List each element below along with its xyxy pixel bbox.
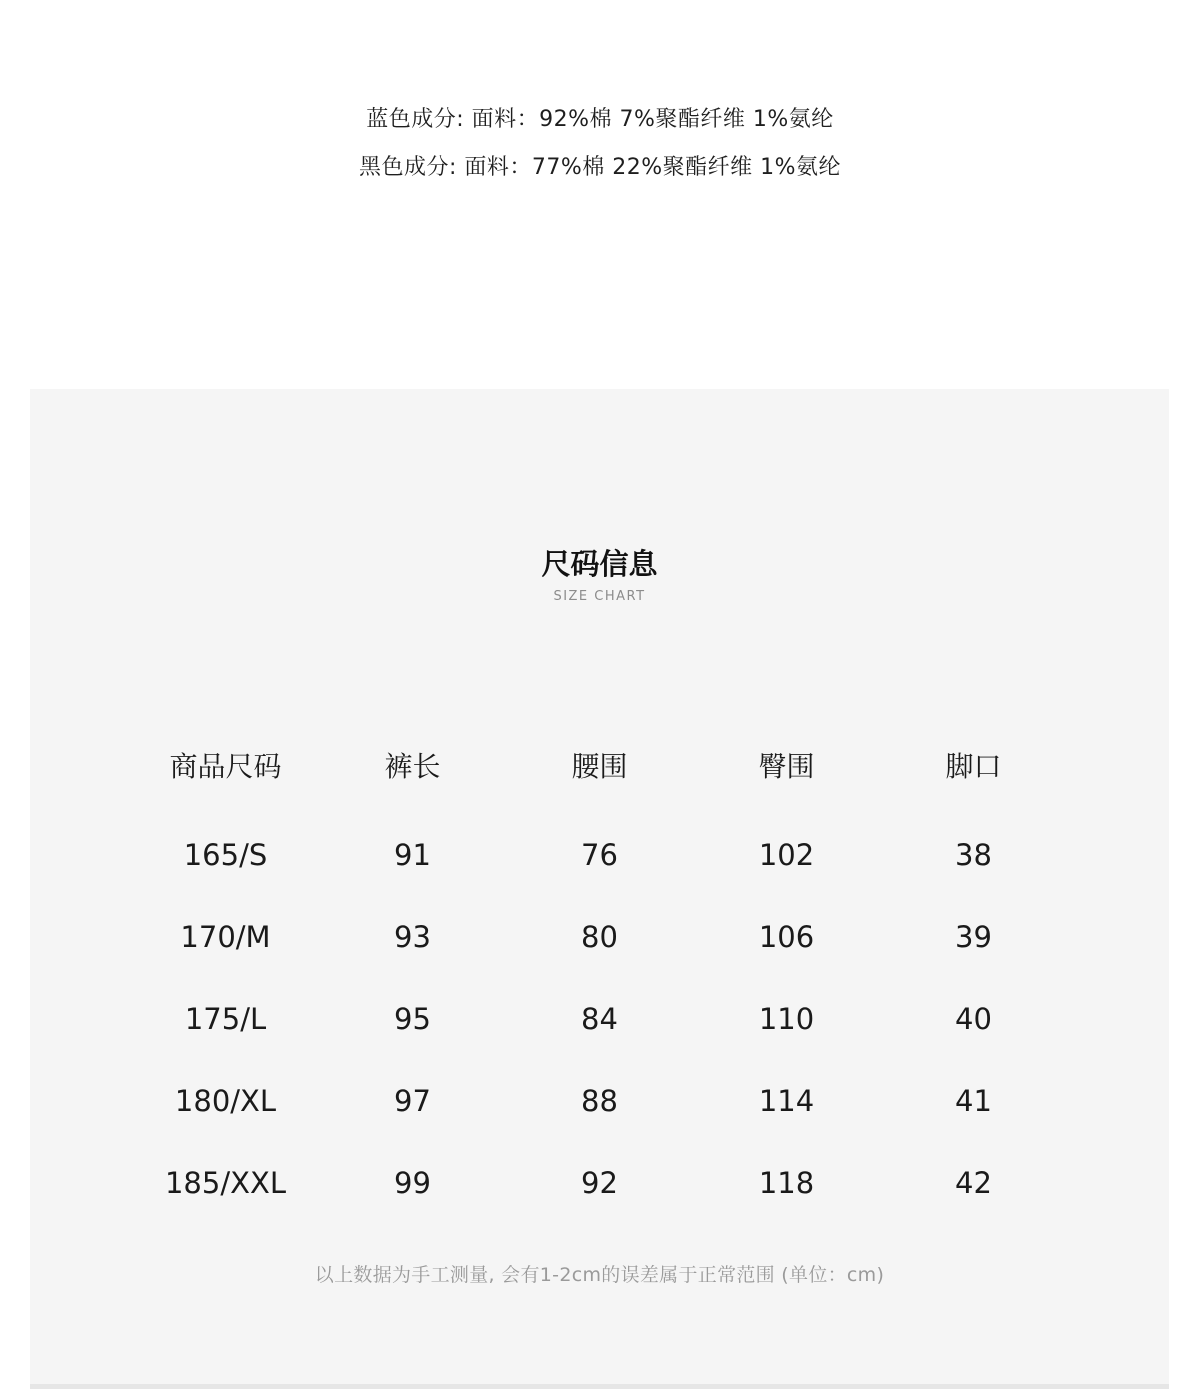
cell-length: 95 [394, 1002, 431, 1036]
blue-composition-text: 蓝色成分: 面料：92%棉 7%聚酯纤维 1%氨纶 [366, 107, 834, 132]
table-row [132, 1001, 1067, 1083]
cell-waist: 88 [581, 1084, 618, 1118]
cell-hip: 102 [758, 838, 815, 872]
cell-hem: 40 [955, 1002, 992, 1036]
cell-length: 97 [394, 1084, 431, 1118]
size-table [132, 749, 1067, 1247]
header-hip: 臀围 [758, 750, 815, 783]
header-waist: 腰围 [571, 750, 628, 783]
table-row [132, 1083, 1067, 1165]
cell-waist: 84 [581, 1002, 618, 1036]
cell-hip: 118 [758, 1166, 815, 1200]
header-length: 裤长 [384, 750, 441, 783]
cell-hip: 106 [758, 920, 815, 954]
measurement-note: 以上数据为手工测量, 会有1-2cm的误差属于正常范围 (单位：cm) [314, 1264, 885, 1286]
size-chart-panel [30, 389, 1169, 1384]
cell-hip: 114 [758, 1084, 815, 1118]
cell-hem: 38 [955, 838, 992, 872]
cell-hem: 41 [955, 1084, 992, 1118]
header-size: 商品尺码 [169, 750, 282, 783]
cell-hem: 42 [955, 1166, 992, 1200]
cell-length: 93 [394, 920, 431, 954]
cell-size: 185/XXL [164, 1166, 286, 1200]
cell-waist: 80 [581, 920, 618, 954]
table-header-row [132, 749, 1067, 837]
size-chart-title: 尺码信息 [541, 547, 658, 581]
cell-waist: 92 [581, 1166, 618, 1200]
size-chart-subtitle: SIZE CHART [553, 589, 646, 604]
black-composition-text: 黑色成分: 面料：77%棉 22%聚酯纤维 1%氨纶 [358, 155, 842, 180]
cell-waist: 76 [581, 838, 618, 872]
cell-length: 99 [394, 1166, 431, 1200]
cell-size: 175/L [184, 1002, 267, 1036]
cell-size: 180/XL [174, 1084, 277, 1118]
cell-hem: 39 [955, 920, 992, 954]
cell-length: 91 [394, 838, 431, 872]
cell-hip: 110 [758, 1002, 815, 1036]
cell-size: 170/M [180, 920, 271, 954]
fabric-composition [0, 0, 1200, 388]
table-row [132, 1165, 1067, 1247]
cell-size: 165/S [183, 838, 268, 872]
bottom-divider [30, 1384, 1169, 1389]
table-row [132, 919, 1067, 1001]
header-hem: 脚口 [945, 750, 1002, 783]
table-row [132, 837, 1067, 919]
